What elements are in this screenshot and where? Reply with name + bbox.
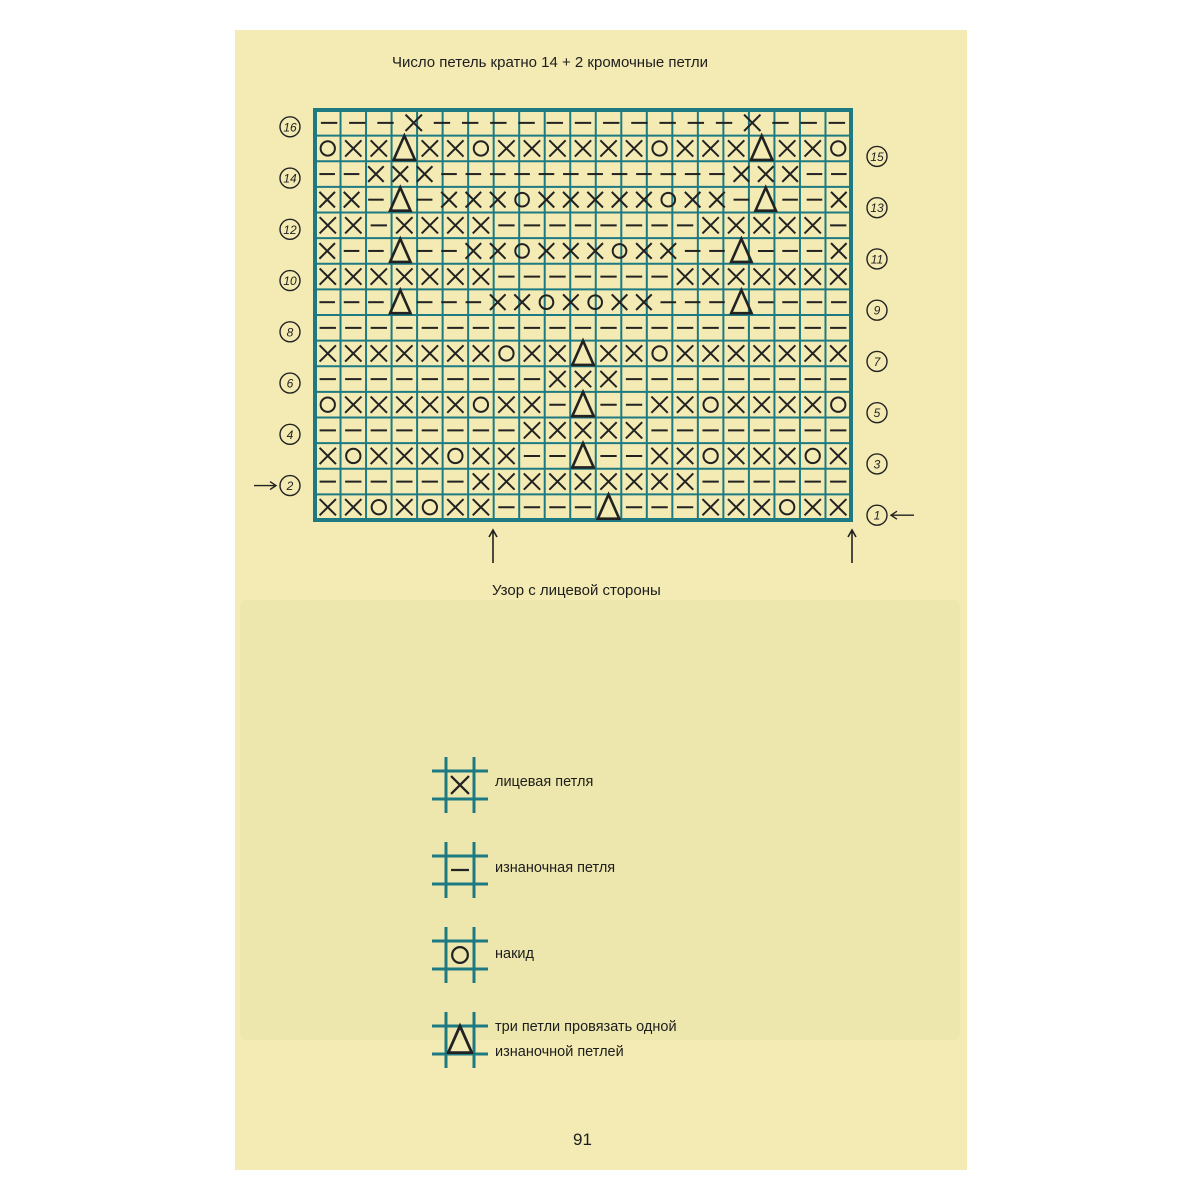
knit-stitch-symbol xyxy=(831,192,847,208)
knit-stitch-symbol xyxy=(422,217,438,233)
row-number-text: 15 xyxy=(870,149,884,164)
knit-stitch-symbol xyxy=(524,397,540,413)
yarn-over-symbol xyxy=(346,449,360,463)
row-number-label xyxy=(867,249,887,269)
knit-stitch-symbol xyxy=(575,371,591,387)
yarn-over-symbol xyxy=(703,398,717,412)
legend-label-decrease-line1: три петли провязать одной xyxy=(495,1019,677,1035)
row-1-start-arrow xyxy=(891,511,914,519)
row-number-text: 1 xyxy=(873,508,881,523)
decrease-three-purl-symbol xyxy=(755,188,775,211)
knit-stitch-symbol xyxy=(805,217,821,233)
knit-stitch-symbol xyxy=(805,140,821,156)
decrease-three-purl-symbol xyxy=(598,494,619,518)
knit-stitch-symbol xyxy=(447,397,463,413)
knit-stitch-symbol xyxy=(805,268,821,284)
chart-row-5 xyxy=(321,392,846,416)
knit-stitch-symbol xyxy=(549,422,565,438)
knit-stitch-symbol xyxy=(406,115,422,131)
knit-stitch-symbol xyxy=(744,115,760,131)
knit-stitch-symbol xyxy=(600,140,616,156)
chart-row-10 xyxy=(320,268,847,284)
chart-row-4 xyxy=(320,422,847,438)
row-2-start-arrow xyxy=(254,482,276,490)
knit-stitch-symbol xyxy=(345,268,361,284)
legend-label-yarn-over: накид xyxy=(495,946,534,962)
yarn-over-symbol xyxy=(652,141,666,155)
row-number-label xyxy=(867,146,887,166)
knit-stitch-symbol xyxy=(779,140,795,156)
knit-stitch-symbol xyxy=(805,397,821,413)
row-number-text: 2 xyxy=(286,479,294,494)
knit-stitch-symbol xyxy=(779,397,795,413)
chart-row-12 xyxy=(320,217,847,233)
yarn-over-symbol xyxy=(831,398,845,412)
knit-stitch-symbol xyxy=(422,140,438,156)
knit-stitch-symbol xyxy=(524,345,540,361)
row-number-text: 8 xyxy=(286,325,294,340)
knit-stitch-symbol xyxy=(728,345,744,361)
knit-stitch-symbol xyxy=(779,217,795,233)
yarn-over-symbol xyxy=(806,449,820,463)
knit-stitch-symbol xyxy=(830,499,846,515)
chart-row-6 xyxy=(320,371,847,387)
knit-stitch-symbol xyxy=(779,268,795,284)
row-number-text: 13 xyxy=(870,201,884,216)
chart-row-1 xyxy=(320,494,847,518)
chart-row-7 xyxy=(320,341,847,365)
knit-stitch-symbol xyxy=(549,371,565,387)
knit-stitch-symbol xyxy=(753,268,769,284)
knit-stitch-symbol xyxy=(575,473,591,489)
knit-stitch-symbol xyxy=(779,345,795,361)
row-number-label xyxy=(867,300,887,320)
yarn-over-symbol xyxy=(652,346,666,360)
row-number-label xyxy=(280,424,300,444)
yarn-over-symbol xyxy=(321,141,335,155)
knit-stitch-symbol xyxy=(396,499,412,515)
yarn-over-symbol xyxy=(321,398,335,412)
knit-stitch-symbol xyxy=(753,397,769,413)
knit-stitch-symbol xyxy=(549,345,565,361)
row-number-text: 9 xyxy=(873,303,881,318)
knit-stitch-symbol xyxy=(345,499,361,515)
legend-label-knit: лицевая петля xyxy=(495,774,594,790)
knit-stitch-symbol xyxy=(345,217,361,233)
knit-stitch-symbol xyxy=(575,422,591,438)
yarn-over-symbol xyxy=(831,141,845,155)
knit-stitch-symbol xyxy=(702,345,718,361)
yarn-over-symbol xyxy=(474,141,488,155)
legend-symbol-1 xyxy=(432,842,488,898)
row-number-label xyxy=(280,168,300,188)
knit-stitch-symbol xyxy=(600,371,616,387)
knit-stitch-symbol xyxy=(651,448,667,464)
knit-stitch-symbol xyxy=(830,268,846,284)
knit-stitch-symbol xyxy=(612,192,628,208)
knit-stitch-symbol xyxy=(417,166,433,182)
knit-stitch-symbol xyxy=(422,268,438,284)
knit-stitch-symbol xyxy=(422,345,438,361)
knit-stitch-symbol xyxy=(396,268,412,284)
row-number-text: 7 xyxy=(873,354,881,369)
yarn-over-symbol xyxy=(423,500,437,514)
row-number-label xyxy=(280,322,300,342)
knit-stitch-symbol xyxy=(396,397,412,413)
knit-stitch-symbol xyxy=(728,140,744,156)
knit-stitch-symbol xyxy=(753,345,769,361)
knit-stitch-symbol xyxy=(651,397,667,413)
knit-stitch-symbol xyxy=(473,473,489,489)
knit-stitch-symbol xyxy=(498,397,514,413)
knit-stitch-symbol xyxy=(677,345,693,361)
knit-stitch-symbol xyxy=(626,140,642,156)
knit-stitch-symbol xyxy=(677,268,693,284)
knit-stitch-symbol xyxy=(344,192,360,208)
knit-stitch-symbol xyxy=(396,217,412,233)
knit-stitch-symbol xyxy=(524,422,540,438)
row-number-text: 11 xyxy=(870,252,884,267)
chart-row-16 xyxy=(321,115,845,131)
row-number-text: 4 xyxy=(286,427,294,442)
repeat-start-arrow xyxy=(489,530,497,563)
knit-stitch-symbol xyxy=(473,268,489,284)
page-number: 91 xyxy=(573,1130,592,1149)
knit-stitch-symbol xyxy=(473,217,489,233)
knit-stitch-symbol xyxy=(677,140,693,156)
knit-stitch-symbol xyxy=(600,422,616,438)
chart-row-15 xyxy=(321,136,846,160)
knit-stitch-symbol xyxy=(660,243,676,259)
knit-stitch-symbol xyxy=(396,448,412,464)
knit-stitch-symbol xyxy=(368,166,384,182)
knit-stitch-symbol xyxy=(371,140,387,156)
yarn-over-symbol xyxy=(613,244,627,258)
knit-stitch-symbol xyxy=(345,140,361,156)
row-number-label xyxy=(280,271,300,291)
repeat-end-arrow xyxy=(848,530,856,563)
decrease-three-purl-symbol xyxy=(390,290,410,313)
knit-stitch-symbol xyxy=(600,345,616,361)
knit-stitch-symbol xyxy=(345,397,361,413)
chart-row-11 xyxy=(319,239,846,262)
row-number-label xyxy=(280,219,300,239)
knit-stitch-symbol xyxy=(345,345,361,361)
legend-symbol-3 xyxy=(432,1012,488,1068)
pattern-caption: Узор с лицевой стороны xyxy=(492,582,661,599)
row-number-text: 14 xyxy=(283,171,297,186)
row-number-text: 6 xyxy=(286,376,294,391)
knit-stitch-symbol xyxy=(524,473,540,489)
legend-symbol-0 xyxy=(432,757,488,813)
knit-stitch-symbol xyxy=(728,217,744,233)
knit-stitch-symbol xyxy=(514,294,530,310)
knit-stitch-symbol xyxy=(728,499,744,515)
yarn-over-symbol xyxy=(780,500,794,514)
knit-stitch-symbol xyxy=(626,422,642,438)
legend-symbol-2 xyxy=(432,927,488,983)
knit-stitch-symbol xyxy=(451,776,469,794)
row-number-label xyxy=(867,505,887,525)
knit-stitch-symbol xyxy=(753,448,769,464)
row-number-text: 3 xyxy=(873,457,881,472)
knit-stitch-symbol xyxy=(677,397,693,413)
knit-stitch-symbol xyxy=(319,192,335,208)
row-number-label xyxy=(280,117,300,137)
row-number-text: 5 xyxy=(873,406,881,421)
chart-row-3 xyxy=(320,443,847,467)
knit-stitch-symbol xyxy=(392,166,408,182)
knit-stitch-symbol xyxy=(498,448,514,464)
decrease-three-purl-symbol xyxy=(751,136,772,160)
yarn-over-symbol xyxy=(474,398,488,412)
knit-stitch-symbol xyxy=(626,473,642,489)
knit-stitch-symbol xyxy=(422,448,438,464)
knit-stitch-symbol xyxy=(549,473,565,489)
knit-stitch-symbol xyxy=(498,473,514,489)
knit-stitch-symbol xyxy=(447,140,463,156)
knit-stitch-symbol xyxy=(758,166,774,182)
knit-stitch-symbol xyxy=(498,140,514,156)
knit-stitch-symbol xyxy=(490,294,506,310)
knit-stitch-symbol xyxy=(636,294,652,310)
knit-stitch-symbol xyxy=(371,268,387,284)
row-number-label xyxy=(867,454,887,474)
knit-stitch-symbol xyxy=(805,499,821,515)
knit-stitch-symbol xyxy=(319,243,335,259)
decrease-three-purl-symbol xyxy=(394,136,415,160)
knit-stitch-symbol xyxy=(447,217,463,233)
knit-stitch-symbol xyxy=(636,192,652,208)
yarn-over-symbol xyxy=(452,947,468,963)
knit-stitch-symbol xyxy=(539,243,555,259)
knit-stitch-symbol xyxy=(753,499,769,515)
chart-row-13 xyxy=(319,188,846,211)
knit-stitch-symbol xyxy=(320,345,336,361)
yarn-over-symbol xyxy=(448,449,462,463)
row-number-text: 16 xyxy=(283,120,297,135)
row-number-label xyxy=(867,198,887,218)
knit-stitch-symbol xyxy=(728,397,744,413)
knit-stitch-symbol xyxy=(831,243,847,259)
knit-stitch-symbol xyxy=(490,192,506,208)
knit-stitch-symbol xyxy=(677,473,693,489)
chart-row-9 xyxy=(319,290,846,313)
knit-stitch-symbol xyxy=(320,448,336,464)
knit-stitch-symbol xyxy=(447,499,463,515)
knit-stitch-symbol xyxy=(600,473,616,489)
knit-stitch-symbol xyxy=(782,166,798,182)
knit-stitch-symbol xyxy=(651,473,667,489)
knit-stitch-symbol xyxy=(805,345,821,361)
knit-stitch-symbol xyxy=(728,448,744,464)
knit-stitch-symbol xyxy=(320,499,336,515)
decrease-three-purl-symbol xyxy=(390,188,410,211)
legend-label-decrease-line2: изнаночной петлей xyxy=(495,1044,624,1060)
knit-stitch-symbol xyxy=(677,448,693,464)
legend-label-purl: изнаночная петля xyxy=(495,860,616,876)
knit-stitch-symbol xyxy=(320,268,336,284)
knit-stitch-symbol xyxy=(524,140,540,156)
chart-row-2 xyxy=(320,473,847,489)
row-number-label xyxy=(867,351,887,371)
stitch-grid xyxy=(315,110,851,520)
decrease-three-purl-symbol xyxy=(572,443,593,467)
knit-stitch-symbol xyxy=(702,217,718,233)
row-number-label xyxy=(280,476,300,496)
decrease-three-purl-symbol xyxy=(572,341,593,365)
knit-stitch-symbol xyxy=(490,243,506,259)
row-number-label xyxy=(280,373,300,393)
knit-stitch-symbol xyxy=(702,499,718,515)
knit-stitch-symbol xyxy=(447,268,463,284)
knit-stitch-symbol xyxy=(830,345,846,361)
knit-stitch-symbol xyxy=(473,499,489,515)
knit-stitch-symbol xyxy=(371,448,387,464)
chart-row-14 xyxy=(319,166,846,182)
knit-stitch-symbol xyxy=(734,166,750,182)
knit-stitch-symbol xyxy=(728,268,744,284)
knit-stitch-symbol xyxy=(371,397,387,413)
knit-stitch-symbol xyxy=(753,217,769,233)
row-number-text: 10 xyxy=(283,274,297,289)
decrease-three-purl-symbol xyxy=(572,392,593,416)
knit-stitch-symbol xyxy=(320,217,336,233)
knit-stitch-symbol xyxy=(575,140,591,156)
knit-stitch-symbol xyxy=(473,448,489,464)
yarn-over-symbol xyxy=(515,244,529,258)
yarn-over-symbol xyxy=(540,295,554,309)
yarn-over-symbol xyxy=(372,500,386,514)
knit-stitch-symbol xyxy=(612,294,628,310)
yarn-over-symbol xyxy=(515,193,529,207)
knit-stitch-symbol xyxy=(422,397,438,413)
knit-stitch-symbol xyxy=(539,192,555,208)
knit-stitch-symbol xyxy=(636,243,652,259)
knit-stitch-symbol xyxy=(779,448,795,464)
yarn-over-symbol xyxy=(703,449,717,463)
decrease-three-purl-symbol xyxy=(448,1026,472,1053)
knit-stitch-symbol xyxy=(447,345,463,361)
knit-stitch-symbol xyxy=(626,345,642,361)
yarn-over-symbol xyxy=(499,346,513,360)
knit-stitch-symbol xyxy=(549,140,565,156)
row-number-text: 12 xyxy=(283,222,297,237)
knit-stitch-symbol xyxy=(371,345,387,361)
stitch-count-caption: Число петель кратно 14 + 2 кромочные петли xyxy=(392,54,709,71)
knit-stitch-symbol xyxy=(702,140,718,156)
decrease-three-purl-symbol xyxy=(390,239,410,262)
knit-stitch-symbol xyxy=(473,345,489,361)
row-number-label xyxy=(867,403,887,423)
knit-stitch-symbol xyxy=(396,345,412,361)
knit-stitch-symbol xyxy=(830,448,846,464)
knit-stitch-symbol xyxy=(702,268,718,284)
